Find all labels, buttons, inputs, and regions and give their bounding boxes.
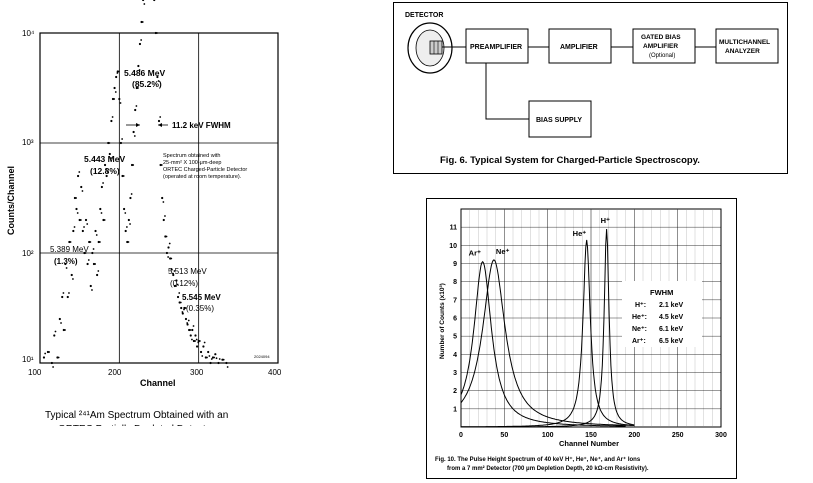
annot-5486-energy: 5.486 MeV <box>124 68 166 78</box>
am241-point <box>115 76 117 78</box>
am241-point <box>71 274 73 276</box>
ph-series-label: Ne⁺ <box>495 246 510 256</box>
ph-series-label: H⁺ <box>600 215 610 225</box>
am241-point <box>60 322 62 324</box>
am241-point <box>201 355 203 357</box>
am241-point <box>91 289 93 291</box>
fwhm-ion-ar: Ar⁺: <box>632 338 646 345</box>
am241-point <box>200 351 202 353</box>
am241-point <box>113 87 115 89</box>
am241-point <box>178 292 180 294</box>
ph-ytick: 9 <box>453 261 457 268</box>
am241-point <box>118 98 120 100</box>
am241-ytick-2: 10² <box>22 249 34 258</box>
am241-point <box>143 3 145 5</box>
ph-ytick: 7 <box>453 297 457 305</box>
pulse-height-chart <box>427 199 736 478</box>
annot-5389-pct: (1.3%) <box>54 257 78 266</box>
am241-point <box>207 351 209 353</box>
am241-xtick-100: 100 <box>28 368 42 377</box>
ph-ytick: 2 <box>453 388 457 396</box>
am241-ylabel: Counts/Channel <box>6 166 16 235</box>
ph-xtick: 100 <box>541 432 554 439</box>
am241-point <box>223 359 225 361</box>
fwhm-value-ar: 6.5 keV <box>659 338 684 345</box>
am241-point <box>59 318 61 320</box>
am241-point <box>99 208 101 210</box>
am241-point <box>115 91 117 93</box>
annot-5513-pct: (0.12%) <box>170 279 199 288</box>
am241-point <box>48 351 50 353</box>
am241-point <box>196 339 198 341</box>
ph-caption-line2: from a 7 mm² Detector (700 μm Depletion Depth, 20 kΩ-cm Resistivity). <box>447 466 649 472</box>
ph-series-label: He⁺ <box>572 228 587 238</box>
am241-ytick-4: 10⁴ <box>22 29 35 38</box>
am241-point <box>214 353 216 355</box>
am241-point <box>110 120 112 122</box>
am241-point <box>202 345 204 347</box>
am241-point <box>126 226 128 228</box>
bias-supply-label: BIAS SUPPLY <box>536 117 583 124</box>
am241-point <box>196 345 198 347</box>
am241-xlabel: Channel <box>140 378 176 388</box>
am241-point <box>87 263 89 265</box>
fwhm-value-ne: 6.1 keV <box>659 326 684 333</box>
am241-point <box>206 357 208 359</box>
annot-fwhm: 11.2 keV FWHM <box>172 121 231 130</box>
am241-point <box>163 219 165 221</box>
am241-point <box>162 201 164 203</box>
am241-point <box>64 329 66 331</box>
am241-point <box>94 263 96 265</box>
am241-point <box>74 226 76 228</box>
am241-point <box>166 236 168 238</box>
am241-xtick-300: 300 <box>190 368 204 377</box>
am241-point <box>128 219 130 221</box>
ph-series-labels <box>469 216 610 258</box>
diagram-caption: Fig. 6. Typical System for Charged-Particle Spectroscopy. <box>440 155 700 166</box>
am241-point <box>191 329 193 331</box>
preamplifier-label: PREAMPLIFIER <box>470 44 523 51</box>
block-diagram <box>394 3 787 173</box>
ph-xticks <box>459 432 727 439</box>
am241-point <box>193 325 195 327</box>
am241-point <box>129 197 131 199</box>
am241-point <box>161 197 163 199</box>
am241-point <box>156 32 158 34</box>
am241-point <box>120 102 122 104</box>
am241-point <box>77 212 79 214</box>
ph-xtick: 300 <box>715 432 727 439</box>
am241-point <box>72 230 74 232</box>
am241-point <box>83 226 85 228</box>
am241-point <box>52 366 54 368</box>
fwhm-arrowhead-left <box>136 123 140 127</box>
am241-point <box>89 241 91 243</box>
am241-point <box>217 362 219 364</box>
am241-point <box>194 334 196 336</box>
am241-point <box>216 357 218 359</box>
am241-point <box>93 248 95 250</box>
am241-point <box>88 259 90 261</box>
am241-caption-line1: Typical ²⁴¹Am Spectrum Obtained with an <box>45 410 229 421</box>
am241-point <box>72 278 74 280</box>
am241-point <box>194 340 196 342</box>
am241-point <box>124 212 126 214</box>
am241-point <box>109 142 111 144</box>
am241-point <box>55 331 57 333</box>
am241-point <box>63 292 65 294</box>
ph-curve-0 <box>461 262 626 426</box>
am241-point <box>77 175 79 177</box>
fwhm-arrowhead-right <box>158 123 162 127</box>
am241-corner-code: 2024094 <box>254 354 270 359</box>
am241-ytick-1: 10¹ <box>22 355 34 364</box>
ph-ytick: 10 <box>449 242 457 250</box>
am241-point <box>129 223 131 225</box>
am241-point <box>131 193 133 195</box>
am241-point <box>225 362 227 364</box>
am241-point <box>167 246 169 248</box>
am241-point <box>204 342 206 344</box>
am241-spectrum-chart <box>0 0 300 440</box>
wire-preamp-bias <box>486 63 529 119</box>
annot-note-line4: (operated at room temperature). <box>163 174 242 180</box>
am241-point <box>133 131 135 133</box>
annot-note-line2: 25-mm² X 100-μm-deep <box>163 160 222 166</box>
am241-point <box>170 258 172 260</box>
am241-point <box>61 296 63 298</box>
ph-ytick: 3 <box>453 370 457 377</box>
am241-point <box>85 219 87 221</box>
fwhm-value-he: 4.5 keV <box>659 314 684 321</box>
am241-point <box>67 296 69 298</box>
am241-point <box>213 357 215 359</box>
annot-5513-energy: 5.513 MeV <box>168 267 207 276</box>
ph-xtick: 250 <box>671 432 684 439</box>
am241-point <box>186 323 188 325</box>
am241-point <box>169 243 171 245</box>
annot-5389-energy: 5.389 MeV <box>50 245 89 254</box>
annot-5545-pct: (0.35%) <box>186 304 215 313</box>
gated-label-line3: (Optional) <box>649 53 676 59</box>
pulse-height-panel <box>426 198 737 479</box>
am241-point <box>78 171 80 173</box>
am241-point <box>96 274 98 276</box>
fwhm-ion-he: He⁺: <box>632 314 647 321</box>
am241-point <box>167 256 169 258</box>
fwhm-value-h: 2.1 keV <box>659 302 684 309</box>
am241-point <box>219 358 221 360</box>
am241-point <box>142 21 144 23</box>
am241-point <box>134 109 136 111</box>
am241-point <box>86 223 88 225</box>
am241-point <box>99 241 101 243</box>
am241-point <box>97 270 99 272</box>
am241-point <box>189 329 191 331</box>
am241-point <box>96 234 98 236</box>
am241-point <box>90 285 92 287</box>
ph-ytick: 6 <box>453 315 457 323</box>
am241-point <box>137 65 139 67</box>
annot-5486-pct: (85.2%) <box>132 79 162 89</box>
annot-5443-energy: 5.443 MeV <box>84 154 126 164</box>
ph-xtick: 200 <box>628 432 641 439</box>
am241-xtick-200: 200 <box>108 368 122 377</box>
am241-point <box>43 356 45 358</box>
fwhm-title: FWHM <box>650 288 674 297</box>
am241-point <box>91 252 93 254</box>
am241-point <box>128 241 130 243</box>
am241-point <box>120 142 122 144</box>
am241-point <box>68 292 70 294</box>
ph-series-label: Ar⁺ <box>468 248 481 258</box>
am241-point <box>199 340 201 342</box>
ph-xlabel: Channel Number <box>559 439 620 448</box>
am241-point <box>182 312 184 314</box>
am241-point <box>159 116 161 118</box>
ph-ytick: 4 <box>453 351 457 359</box>
am241-point <box>80 219 82 221</box>
mca-label-line2: ANALYZER <box>725 48 760 55</box>
am241-point <box>227 366 229 368</box>
ph-ytick: 8 <box>453 279 457 287</box>
annot-note-line3: ORTEC Charged-Particle Detector <box>163 167 248 173</box>
am241-point <box>102 182 104 184</box>
ph-ytick: 11 <box>449 224 457 232</box>
am241-point <box>123 208 125 210</box>
gated-label-line2: AMPLIFIER <box>643 43 679 50</box>
am241-point <box>134 135 136 137</box>
am241-point <box>121 138 123 140</box>
am241-point <box>82 190 84 192</box>
ph-xtick: 50 <box>500 432 509 439</box>
annot-5545-energy: 5.545 MeV <box>182 293 221 302</box>
ph-ytick: 5 <box>453 333 457 341</box>
am241-point <box>104 219 106 221</box>
am241-point <box>191 339 193 341</box>
am241-point <box>125 230 127 232</box>
am241-point <box>53 334 55 336</box>
am241-point <box>101 212 103 214</box>
am241-point <box>164 215 166 217</box>
am241-point <box>82 230 84 232</box>
caption-clip-mask <box>40 426 280 456</box>
fwhm-ion-h: H⁺: <box>635 302 647 309</box>
mca-label-line1: MULTICHANNEL <box>719 39 771 46</box>
am241-point <box>153 0 155 1</box>
block-diagram-panel <box>393 2 788 174</box>
am241-point <box>112 116 114 118</box>
mca-box <box>716 29 778 63</box>
amplifier-label: AMPLIFIER <box>560 44 598 51</box>
am241-point <box>80 186 82 188</box>
am241-point <box>190 334 192 336</box>
am241-point <box>70 241 72 243</box>
am241-ytick-3: 10³ <box>22 138 34 147</box>
am241-point <box>58 357 60 359</box>
am241-point <box>94 230 96 232</box>
am241-point <box>75 208 77 210</box>
am241-point <box>188 320 190 322</box>
am241-point <box>208 355 210 357</box>
ph-xtick: 150 <box>585 432 597 439</box>
ph-xtick: 0 <box>459 432 463 439</box>
gated-label-line1: GATED BIAS <box>641 34 681 41</box>
am241-point <box>75 197 77 199</box>
am241-point <box>101 186 103 188</box>
am241-point <box>139 43 141 45</box>
ph-ytick: 1 <box>453 406 457 414</box>
am241-point <box>44 353 46 355</box>
am241-point <box>113 98 115 100</box>
ph-caption-line1: Fig. 10. The Pulse Height Spectrum of 40 keV H⁺, He⁺, Ne⁺, and Ar⁺ Ions <box>435 457 641 463</box>
annot-5443-pct: (12.8%) <box>90 166 120 176</box>
ph-yticks <box>449 225 457 414</box>
am241-xtick-400: 400 <box>268 368 282 377</box>
am241-point <box>132 164 134 166</box>
am241-point <box>123 175 125 177</box>
am241-point <box>66 267 68 269</box>
am241-point <box>136 105 138 107</box>
annot-note-line1: Spectrum obtained with <box>163 153 221 159</box>
am241-point <box>177 296 179 298</box>
fwhm-ion-ne: Ne⁺: <box>632 326 647 333</box>
ph-ylabel: Number of Counts (x10³) <box>439 283 446 359</box>
am241-point <box>140 39 142 41</box>
am241-point <box>158 120 160 122</box>
am241-point <box>166 252 168 254</box>
am241-point <box>180 307 182 309</box>
detector-label: DETECTOR <box>405 12 444 19</box>
am241-point <box>209 362 211 364</box>
am241-point <box>51 362 53 364</box>
am241-point <box>142 0 144 1</box>
am241-point <box>185 318 187 320</box>
detector-icon <box>408 23 452 73</box>
am241-point <box>118 71 120 73</box>
